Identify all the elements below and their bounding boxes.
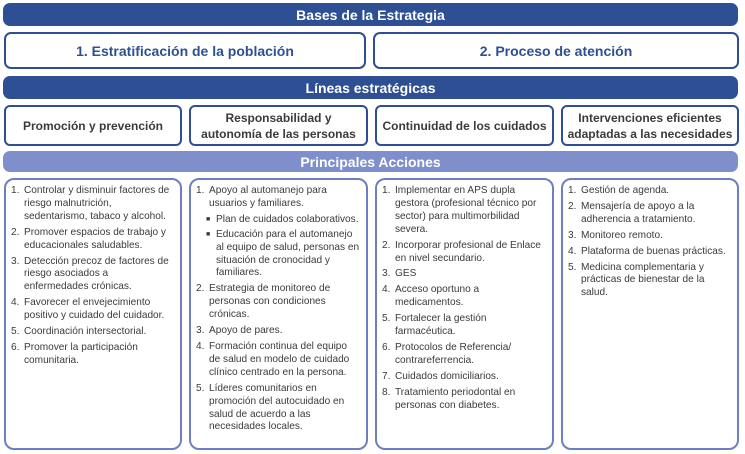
- actions-list: [382, 185, 546, 413]
- line-box-responsibility: [189, 105, 368, 146]
- action-text: Controlar y disminuir factores de riesgo malnutrición, sedentarismo, tabaco y alcohol.: [24, 185, 170, 222]
- action-item: [382, 387, 546, 413]
- action-subitem: [196, 214, 360, 227]
- actions-column-interventions: [561, 178, 739, 450]
- action-number: 5.: [568, 261, 577, 273]
- action-sublist: [196, 214, 360, 281]
- header-title: Bases de la Estrategia: [296, 6, 445, 23]
- action-item: [382, 284, 546, 310]
- action-item: [11, 326, 174, 339]
- action-number: 8.: [382, 386, 391, 398]
- action-number: 2.: [196, 283, 205, 295]
- action-number: 1.: [382, 185, 391, 196]
- action-item: [196, 325, 360, 338]
- action-subitem: [196, 229, 360, 281]
- actions-column-responsibility: [189, 178, 368, 450]
- action-item: [382, 268, 546, 281]
- line-label: Promoción y prevención: [22, 118, 164, 133]
- action-text: Promover espacios de trabajo y educacionales saludables.: [24, 226, 166, 251]
- header-bar: [3, 3, 738, 26]
- action-item: [196, 283, 360, 322]
- actions-list: [568, 185, 731, 300]
- action-item: [382, 240, 546, 266]
- action-item: [11, 342, 174, 368]
- axis-box-stratification: [4, 32, 366, 69]
- action-item: [568, 262, 731, 301]
- action-subitem-text: Plan de cuidados colaborativos.: [216, 213, 359, 225]
- strategic-lines-title: Líneas estratégicas: [305, 79, 436, 96]
- actions-list: [196, 185, 360, 434]
- action-number: 4.: [568, 245, 577, 257]
- action-text: Favorecer el envejecimiento positivo y cuidado del cuidador.: [24, 297, 165, 322]
- action-item: [382, 342, 546, 368]
- action-text: Promover la participación comunitaria.: [24, 341, 138, 366]
- action-number: 2.: [382, 239, 391, 251]
- action-text: Implementar en APS dupla gestora (profesional técnico por sector) para multimorbilidad severa.: [395, 185, 537, 235]
- line-box-promotion: [4, 105, 182, 146]
- action-item: [568, 185, 731, 198]
- action-item: [568, 201, 731, 227]
- action-item: [382, 371, 546, 384]
- actions-list: [11, 185, 174, 368]
- action-item: [568, 246, 731, 259]
- actions-title: Principales Acciones: [300, 153, 441, 170]
- action-number: 5.: [196, 382, 205, 394]
- action-text: GES: [395, 268, 417, 280]
- action-text: Medicina complementaria y prácticas de bienestar de la salud.: [581, 261, 705, 299]
- action-number: 3.: [11, 255, 20, 267]
- action-item: [11, 227, 174, 253]
- action-item: [11, 297, 174, 323]
- action-text: Monitoreo remoto.: [581, 229, 663, 241]
- square-bullet-icon: ■: [206, 230, 211, 238]
- action-text: Plataforma de buenas prácticas.: [581, 245, 726, 257]
- strategic-lines-bar: [3, 76, 738, 99]
- action-text: Formación continua del equipo de salud en modelo de cuidado clínico centrado en la persona.: [209, 340, 350, 378]
- action-text: Coordinación intersectorial.: [24, 326, 147, 338]
- action-item: [568, 230, 731, 243]
- action-text: Protocolos de Referencia/ contrareferrencia.: [395, 341, 512, 366]
- line-label: Intervenciones eficientes adaptadas a las necesidades: [567, 110, 733, 141]
- square-bullet-icon: ■: [206, 215, 211, 223]
- line-box-continuity: [375, 105, 554, 146]
- line-label: Responsabilidad y autonomía de las personas: [201, 110, 356, 141]
- action-item: [382, 185, 546, 237]
- actions-column-promotion: [4, 178, 182, 450]
- action-text: Cuidados domiciliarios.: [395, 370, 499, 382]
- axis-label: 2. Proceso de atención: [479, 42, 633, 59]
- action-text: Acceso oportuno a medicamentos.: [395, 284, 480, 309]
- axis-label: 1. Estratificación de la población: [76, 42, 294, 59]
- action-text: Apoyo de pares.: [209, 325, 283, 337]
- axis-box-care-process: [373, 32, 739, 69]
- action-item: [196, 383, 360, 435]
- action-number: 1.: [11, 185, 20, 196]
- action-text: Fortalecer la gestión farmacéutica.: [395, 313, 487, 338]
- action-number: 6.: [11, 341, 20, 353]
- action-number: 6.: [382, 341, 391, 353]
- action-item: [382, 313, 546, 339]
- action-number: 5.: [11, 326, 20, 338]
- action-text: Gestión de agenda.: [581, 185, 670, 196]
- action-number: 3.: [568, 229, 577, 241]
- action-number: 7.: [382, 370, 391, 382]
- action-number: 4.: [382, 284, 391, 296]
- action-number: 2.: [568, 200, 577, 212]
- action-text: Tratamiento periodontal en personas con diabetes.: [395, 386, 516, 411]
- line-box-interventions: [561, 105, 739, 146]
- action-text: Mensajería de apoyo a la adherencia a tratamiento.: [581, 200, 696, 225]
- action-number: 2.: [11, 226, 20, 238]
- action-item: [196, 185, 360, 211]
- action-number: 3.: [382, 268, 391, 280]
- actions-bar: [3, 151, 738, 172]
- action-number: 1.: [568, 185, 577, 196]
- action-number: 4.: [11, 297, 20, 309]
- action-number: 3.: [196, 325, 205, 337]
- action-number: 4.: [196, 340, 205, 352]
- action-subitem-text: Educación para el automanejo al equipo de salud, personas en situación de cronocidad y familiares.: [216, 228, 360, 279]
- action-text: Apoyo al automanejo para usuarios y familiares.: [209, 185, 327, 209]
- action-number: 5.: [382, 313, 391, 325]
- line-label: Continuidad de los cuidados: [382, 118, 547, 133]
- action-text: Líderes comunitarios en promoción del autocuidado en salud de acuerdo a las necesidades locales.: [209, 382, 345, 433]
- action-item: [11, 256, 174, 295]
- action-text: Incorporar profesional de Enlace en nivel secundario.: [395, 239, 541, 264]
- action-item: [11, 185, 174, 224]
- actions-column-continuity: [375, 178, 554, 450]
- action-number: 1.: [196, 185, 205, 196]
- action-text: Detección precoz de factores de riesgo asociados a enfermedades crónicas.: [24, 255, 169, 293]
- action-item: [196, 341, 360, 380]
- action-text: Estrategia de monitoreo de personas con condiciones crónicas.: [209, 283, 331, 321]
